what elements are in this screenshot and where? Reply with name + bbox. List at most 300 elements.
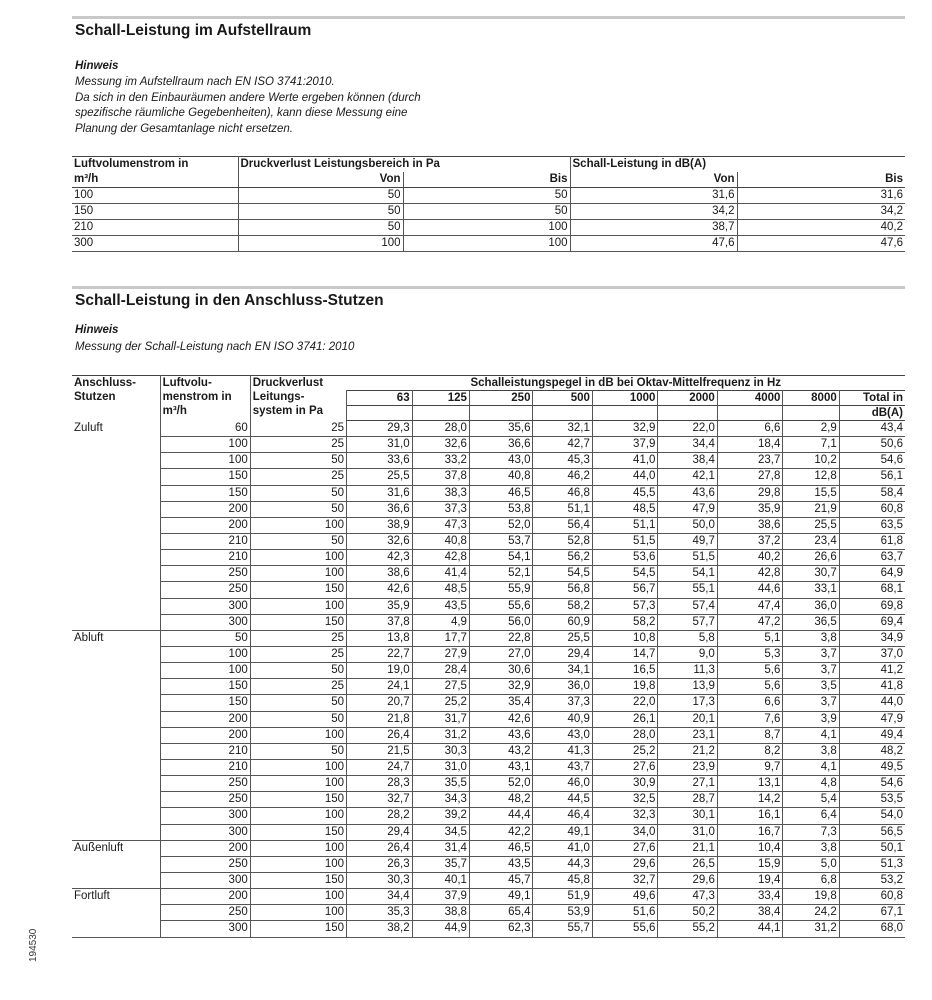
table-cell: 46,4 (533, 808, 592, 824)
table-row (72, 533, 905, 549)
connection-group-cell (72, 856, 160, 872)
table-cell: 150 (160, 679, 250, 695)
table-cell: 11,3 (658, 663, 717, 679)
table-cell: 38,9 (347, 517, 413, 533)
table-cell: 35,5 (412, 776, 469, 792)
table-cell: 54,6 (839, 776, 905, 792)
table-cell: 5,3 (717, 646, 783, 662)
table-row (72, 501, 905, 517)
table-row (72, 856, 905, 872)
connection-group-cell (72, 743, 160, 759)
table-cell: 33,6 (347, 453, 413, 469)
table-cell: 49,1 (469, 889, 533, 905)
section2-hint-heading: Hinweis (75, 324, 119, 336)
table-cell: 50 (403, 204, 570, 220)
table-cell: 47,3 (412, 517, 469, 533)
table-cell: 38,6 (717, 517, 783, 533)
table-cell: 5,6 (717, 679, 783, 695)
table-cell: 8,7 (717, 727, 783, 743)
section1-title: Schall-Leistung im Aufstellraum (75, 22, 312, 39)
connection-group-cell (72, 533, 160, 549)
table-cell: 28,0 (412, 421, 469, 437)
table-cell: 68,0 (839, 921, 905, 937)
table-cell: 42,8 (412, 550, 469, 566)
table-cell: 30,3 (347, 872, 413, 888)
table-cell: 54,5 (592, 566, 658, 582)
table-cell: 67,1 (839, 905, 905, 921)
table-cell: 100 (238, 236, 403, 252)
table-cell: 13,9 (658, 679, 717, 695)
table-cell: 46,8 (533, 485, 592, 501)
table-cell: 43,4 (839, 421, 905, 437)
table-cell: 4,1 (783, 759, 839, 775)
table-cell: 36,5 (783, 614, 839, 630)
table-cell: 57,4 (658, 598, 717, 614)
table-cell: 45,5 (592, 485, 658, 501)
table-cell: 36,0 (783, 598, 839, 614)
table-cell: 21,9 (783, 501, 839, 517)
connection-group-cell (72, 808, 160, 824)
table-cell: 31,0 (658, 824, 717, 840)
table-cell: 63,7 (839, 550, 905, 566)
table-cell: 40,1 (412, 872, 469, 888)
table-cell: 47,3 (658, 889, 717, 905)
table-cell: 37,8 (412, 469, 469, 485)
table-cell: 32,5 (592, 792, 658, 808)
table-cell: 52,0 (469, 517, 533, 533)
table-row (72, 614, 905, 630)
table-cell: 7,6 (717, 711, 783, 727)
table-cell: 50 (250, 485, 346, 501)
header-sound: Schall-Leistung in dB(A) (570, 157, 905, 173)
table-cell: 18,4 (717, 437, 783, 453)
table-cell: 34,1 (533, 663, 592, 679)
table-cell: 50,6 (839, 437, 905, 453)
table-cell: 60,9 (533, 614, 592, 630)
table-row (72, 485, 905, 501)
section1-hint-heading: Hinweis (75, 60, 119, 72)
table-cell: 100 (250, 776, 346, 792)
connection-group-cell (72, 550, 160, 566)
table-cell: 47,6 (570, 236, 737, 252)
table-cell: 51,5 (658, 550, 717, 566)
table-cell: 50 (250, 501, 346, 517)
table-cell: 41,0 (533, 840, 592, 856)
table-row (72, 889, 905, 905)
table-cell: 54,0 (839, 808, 905, 824)
table-cell: 43,5 (469, 856, 533, 872)
table-row (72, 840, 905, 856)
table-cell: 41,0 (592, 453, 658, 469)
table-row (72, 872, 905, 888)
table-cell: 41,2 (839, 663, 905, 679)
table-cell: 9,0 (658, 646, 717, 662)
header-frequency-spacer (658, 406, 717, 421)
table-cell: 25,5 (783, 517, 839, 533)
table-cell: 39,2 (412, 808, 469, 824)
connection-group-cell (72, 614, 160, 630)
table-cell: 50,1 (839, 840, 905, 856)
table-cell: 50 (250, 711, 346, 727)
table-cell: 30,7 (783, 566, 839, 582)
table-cell: 22,0 (658, 421, 717, 437)
table-cell: 300 (72, 236, 238, 252)
table-cell: 37,0 (839, 646, 905, 662)
table-cell: 55,6 (592, 921, 658, 937)
table-cell: 27,0 (469, 646, 533, 662)
table-cell: 42,2 (469, 824, 533, 840)
table-cell: 44,3 (533, 856, 592, 872)
table-cell: 43,6 (658, 485, 717, 501)
table-cell: 43,7 (533, 759, 592, 775)
table-row (72, 905, 905, 921)
connection-group-cell (72, 469, 160, 485)
table-cell: 7,3 (783, 824, 839, 840)
table-cell: 25,2 (592, 743, 658, 759)
table-cell: 68,1 (839, 582, 905, 598)
hint-line: spezifische räumliche Gegebenheiten), kann diese Messung eine (75, 107, 408, 119)
header-frequency-spacer (717, 406, 783, 421)
table-cell: 38,7 (570, 220, 737, 236)
table-cell: 26,1 (592, 711, 658, 727)
table-cell: 16,1 (717, 808, 783, 824)
table-cell: 49,5 (839, 759, 905, 775)
connection-group-cell (72, 695, 160, 711)
table-cell: 45,3 (533, 453, 592, 469)
table-cell: 32,3 (592, 808, 658, 824)
table-cell: 50,2 (658, 905, 717, 921)
table-cell: 34,0 (592, 824, 658, 840)
table-cell: 5,8 (658, 630, 717, 646)
header-pressure: Druckverlust Leitungs- system in Pa (250, 376, 346, 421)
table-cell: 44,1 (717, 921, 783, 937)
table-cell: 150 (72, 204, 238, 220)
table-cell: 23,7 (717, 453, 783, 469)
table-cell: 37,8 (347, 614, 413, 630)
table-cell: 15,9 (717, 856, 783, 872)
table-cell: 37,2 (717, 533, 783, 549)
table-cell: 43,0 (469, 453, 533, 469)
table-cell: 25,2 (412, 695, 469, 711)
table-cell: 22,0 (592, 695, 658, 711)
table-cell: 9,7 (717, 759, 783, 775)
header-frequency: 2000 (658, 391, 717, 406)
table-cell: 51,3 (839, 856, 905, 872)
connection-group-cell (72, 905, 160, 921)
header-spectrum: Schalleistungspegel in dB bei Oktav-Mittelfrequenz in Hz (470, 377, 782, 389)
table-cell: 38,4 (658, 453, 717, 469)
header-flow-unit: m³/h (72, 172, 238, 188)
table-cell: 17,3 (658, 695, 717, 711)
connection-group-cell: Abluft (74, 631, 104, 644)
table-row (72, 598, 905, 614)
section1-hint-text (75, 75, 421, 137)
table-cell: 6,6 (717, 695, 783, 711)
table-cell: 32,7 (347, 792, 413, 808)
table-cell: 3,7 (783, 663, 839, 679)
table-cell: 56,2 (533, 550, 592, 566)
table-cell: 6,8 (783, 872, 839, 888)
hint-line: Planung der Gesamtanlage nicht ersetzen. (75, 122, 293, 135)
table-cell: 15,5 (783, 485, 839, 501)
table-row (72, 437, 905, 453)
table-cell: 100 (403, 220, 570, 236)
table-cell: 54,5 (533, 566, 592, 582)
table-cell: 38,8 (412, 905, 469, 921)
connection-group-cell (72, 485, 160, 501)
header-von: Von (570, 172, 737, 188)
table-row (72, 808, 905, 824)
table-cell: 6,4 (783, 808, 839, 824)
header-total-unit: dB(A) (839, 406, 905, 421)
table-cell: 100 (160, 437, 250, 453)
connection-group-cell (72, 824, 160, 840)
table-cell: 53,8 (469, 501, 533, 517)
table-cell: 35,6 (469, 421, 533, 437)
table-cell: 31,7 (412, 711, 469, 727)
connection-group-cell (72, 759, 160, 775)
table-cell: 53,6 (592, 550, 658, 566)
table-cell: 40,8 (469, 469, 533, 485)
table-cell: 31,2 (783, 921, 839, 937)
table-cell: 27,9 (412, 646, 469, 662)
table-cell: 50 (250, 743, 346, 759)
table-cell: 49,6 (592, 889, 658, 905)
connection-group-cell (72, 517, 160, 533)
table-cell: 35,9 (347, 598, 413, 614)
header-bis: Bis (737, 172, 905, 188)
table-cell: 42,6 (347, 582, 413, 598)
table-cell: 29,4 (533, 646, 592, 662)
table-cell: 3,8 (783, 743, 839, 759)
table-cell: 17,7 (412, 630, 469, 646)
table-cell: 100 (250, 517, 346, 533)
table-cell: 42,7 (533, 437, 592, 453)
connection-group-cell (72, 566, 160, 582)
header-frequency-spacer (469, 406, 533, 421)
table-cell: 250 (160, 792, 250, 808)
table-cell: 300 (160, 598, 250, 614)
table-cell: 25,5 (347, 469, 413, 485)
table-cell: 40,8 (412, 533, 469, 549)
table-cell: 3,7 (783, 646, 839, 662)
header-frequency-spacer (783, 406, 839, 421)
table-cell: 35,9 (717, 501, 783, 517)
header-total: Total in (839, 391, 905, 406)
table-cell: 56,1 (839, 469, 905, 485)
table-cell: 29,4 (347, 824, 413, 840)
table-anschluss-stutzen (72, 375, 905, 938)
table-cell: 150 (160, 695, 250, 711)
table-cell: 42,1 (658, 469, 717, 485)
table-cell: 50 (160, 630, 250, 646)
table-cell: 16,5 (592, 663, 658, 679)
table-cell: 31,4 (412, 840, 469, 856)
table-cell: 21,8 (347, 711, 413, 727)
table-cell: 2,9 (783, 421, 839, 437)
table-cell: 47,2 (717, 614, 783, 630)
table-cell: 30,9 (592, 776, 658, 792)
table-cell: 55,2 (658, 921, 717, 937)
table-cell: 34,3 (412, 792, 469, 808)
table-cell: 29,8 (717, 485, 783, 501)
table-cell: 51,6 (592, 905, 658, 921)
table-cell: 69,4 (839, 614, 905, 630)
table-cell: 4,9 (412, 614, 469, 630)
table-cell: 51,1 (533, 501, 592, 517)
table-cell: 43,5 (412, 598, 469, 614)
table-cell: 100 (250, 840, 346, 856)
table-cell: 5,6 (717, 663, 783, 679)
table-cell: 5,0 (783, 856, 839, 872)
table-cell: 55,1 (658, 582, 717, 598)
table-cell: 31,0 (347, 437, 413, 453)
header-bis: Bis (403, 172, 570, 188)
connection-group-cell (72, 679, 160, 695)
table-cell: 200 (160, 517, 250, 533)
table-cell: 250 (160, 905, 250, 921)
table-cell: 47,4 (717, 598, 783, 614)
table-cell: 47,9 (839, 711, 905, 727)
connection-group-cell: Fortluft (74, 890, 110, 903)
section2-title: Schall-Leistung in den Anschluss-Stutzen (75, 292, 384, 309)
table-cell: 28,7 (658, 792, 717, 808)
table-cell: 46,5 (469, 485, 533, 501)
table-cell: 61,8 (839, 533, 905, 549)
table-cell: 36,0 (533, 679, 592, 695)
table-cell: 53,2 (839, 872, 905, 888)
table-cell: 64,9 (839, 566, 905, 582)
table-row (72, 421, 905, 437)
table-cell: 44,0 (839, 695, 905, 711)
table-cell: 44,4 (469, 808, 533, 824)
table-cell: 50 (238, 188, 403, 204)
table-cell: 19,8 (592, 679, 658, 695)
table-cell: 69,8 (839, 598, 905, 614)
table-cell: 54,6 (839, 453, 905, 469)
table-row (72, 792, 905, 808)
table-cell: 26,4 (347, 727, 413, 743)
connection-group-cell (72, 453, 160, 469)
table-cell: 100 (250, 856, 346, 872)
table-cell: 28,2 (347, 808, 413, 824)
header-flow: Luftvolu- menstrom in m³/h (160, 376, 250, 421)
table-cell: 32,9 (592, 421, 658, 437)
connection-group-cell (72, 646, 160, 662)
table-cell: 34,2 (737, 204, 905, 220)
table-cell: 12,8 (783, 469, 839, 485)
table-cell: 57,3 (592, 598, 658, 614)
table-cell: 21,5 (347, 743, 413, 759)
table-cell: 10,4 (717, 840, 783, 856)
table-cell: 28,3 (347, 776, 413, 792)
table-cell: 25 (250, 421, 346, 437)
table-cell: 20,7 (347, 695, 413, 711)
table-cell: 50 (250, 695, 346, 711)
table-cell: 300 (160, 921, 250, 937)
table-cell: 100 (72, 188, 238, 204)
table-cell: 38,4 (717, 905, 783, 921)
table-cell: 44,9 (412, 921, 469, 937)
table-cell: 27,1 (658, 776, 717, 792)
table-row (72, 824, 905, 840)
table-cell: 40,2 (737, 220, 905, 236)
table-cell: 60 (160, 421, 250, 437)
table-cell: 100 (160, 663, 250, 679)
table-cell: 26,6 (783, 550, 839, 566)
table-cell: 25 (250, 646, 346, 662)
table-cell: 19,0 (347, 663, 413, 679)
table-cell: 50 (238, 204, 403, 220)
table-row (72, 759, 905, 775)
header-von: Von (238, 172, 403, 188)
table-cell: 44,0 (592, 469, 658, 485)
table-cell: 23,9 (658, 759, 717, 775)
table-cell: 41,4 (412, 566, 469, 582)
table-cell: 35,3 (347, 905, 413, 921)
table-cell: 58,2 (533, 598, 592, 614)
section-divider (72, 16, 905, 19)
table-cell: 7,1 (783, 437, 839, 453)
table-cell: 13,1 (717, 776, 783, 792)
header-frequency: 1000 (592, 391, 658, 406)
table-row (72, 204, 905, 220)
connection-group-cell (72, 792, 160, 808)
table-cell: 42,6 (469, 711, 533, 727)
section-divider (72, 286, 905, 289)
table-cell: 55,7 (533, 921, 592, 937)
table-cell: 37,3 (533, 695, 592, 711)
table-cell: 30,3 (412, 743, 469, 759)
table-cell: 31,2 (412, 727, 469, 743)
connection-group-cell: Außenluft (74, 841, 124, 854)
table-cell: 150 (250, 921, 346, 937)
table-cell: 57,7 (658, 614, 717, 630)
table-cell: 27,6 (592, 759, 658, 775)
table-cell: 40,9 (533, 711, 592, 727)
table-cell: 3,8 (783, 840, 839, 856)
table-cell: 3,9 (783, 711, 839, 727)
table-cell: 56,7 (592, 582, 658, 598)
table-cell: 34,9 (839, 630, 905, 646)
header-frequency: 500 (533, 391, 592, 406)
table-cell: 49,1 (533, 824, 592, 840)
table-cell: 250 (160, 566, 250, 582)
table-cell: 53,5 (839, 792, 905, 808)
table-cell: 300 (160, 872, 250, 888)
table-cell: 55,6 (469, 598, 533, 614)
table-row (72, 695, 905, 711)
table-cell: 100 (250, 598, 346, 614)
table-cell: 37,9 (412, 889, 469, 905)
hint-line: Messung der Schall-Leistung nach EN ISO 3741: 2010 (75, 341, 355, 353)
header-frequency: 4000 (717, 391, 783, 406)
table-cell: 32,7 (592, 872, 658, 888)
table-cell: 31,0 (412, 759, 469, 775)
table-cell: 5,4 (783, 792, 839, 808)
table-cell: 210 (160, 759, 250, 775)
table-cell: 44,6 (717, 582, 783, 598)
table-cell: 41,3 (533, 743, 592, 759)
connection-group-cell (72, 872, 160, 888)
table-cell: 30,6 (469, 663, 533, 679)
table-cell: 63,5 (839, 517, 905, 533)
table-cell: 40,2 (717, 550, 783, 566)
header-frequency-spacer (592, 406, 658, 421)
table-cell: 21,1 (658, 840, 717, 856)
connection-group-cell (72, 727, 160, 743)
table-cell: 300 (160, 808, 250, 824)
